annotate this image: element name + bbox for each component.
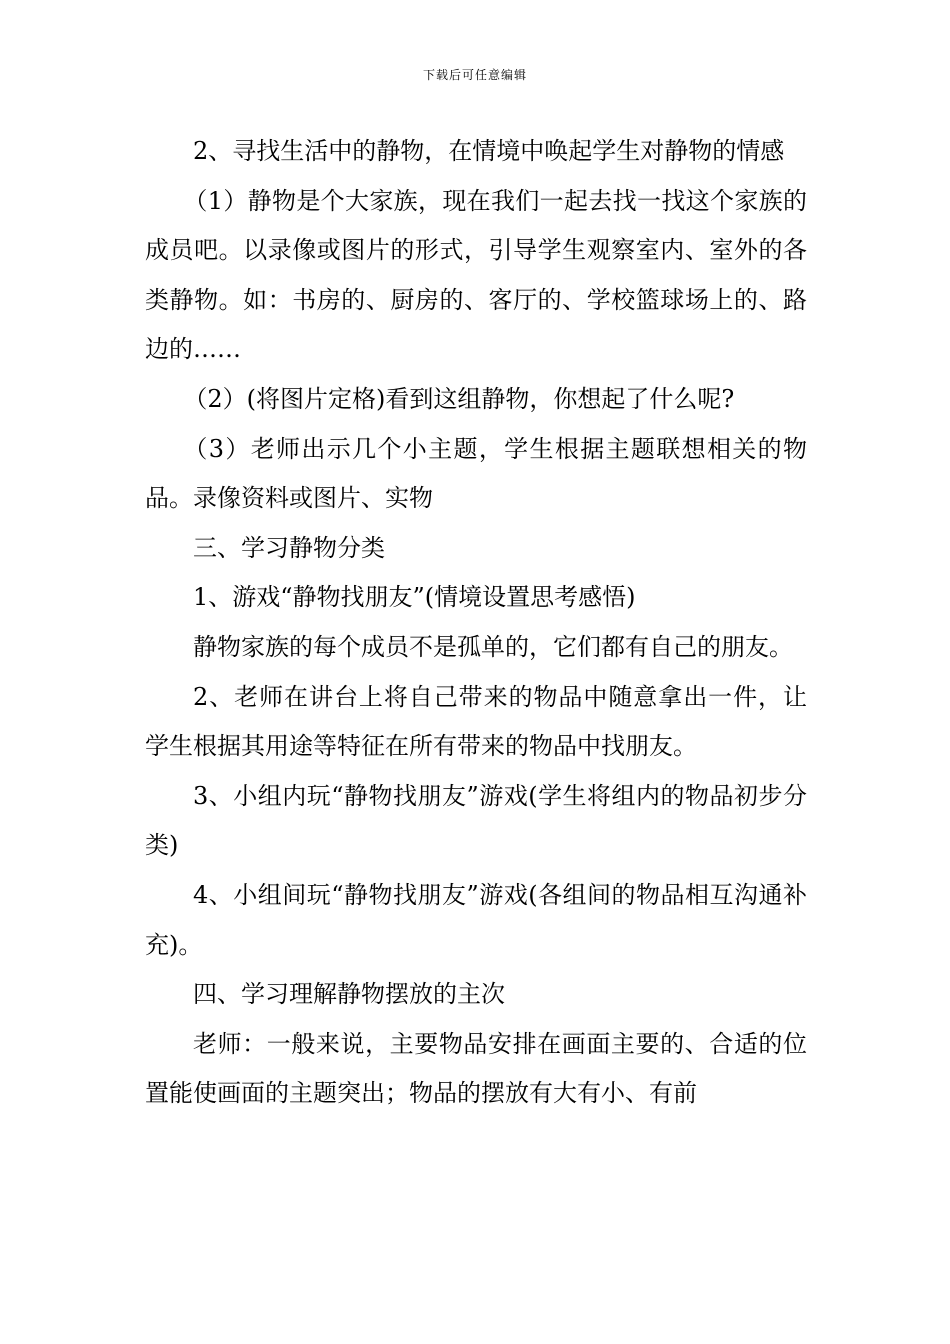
- paragraph-not-alone: 静物家族的每个成员不是孤单的，它们都有自己的朋友。: [193, 632, 793, 661]
- paragraph-find-still-life: 2、寻找生活中的静物，在情境中唤起学生对静物的情感: [193, 137, 785, 165]
- paragraph-teacher-explanation: 老师：一般来说，主要物品安排在画面主要的、合适的位置能使画面的主题突出；物品的摆放有大有小、有前: [145, 1029, 807, 1108]
- paragraph-teacher-lectern: 2、老师在讲台上将自己带来的物品中随意拿出一件，让学生根据其用途等特征在所有带来的物品中找朋友。: [145, 682, 807, 761]
- document-body: [145, 127, 807, 1119]
- section-heading-arrangement: 四、学习理解静物摆放的主次: [193, 980, 505, 1009]
- section-heading-classification: 三、学习静物分类: [193, 533, 385, 562]
- paragraph-teacher-themes: （3）老师出示几个小主题，学生根据主题联想相关的物品。录像资料或图片、实物: [145, 434, 807, 513]
- paragraph-freeze-image: （2）(将图片定格)看到这组静物，你想起了什么呢?: [183, 384, 735, 413]
- paragraph-game-find-friends: 1、游戏“静物找朋友”(情境设置思考感悟): [193, 583, 636, 612]
- paragraph-still-life-family: （1）静物是个大家族，现在我们一起去找一找这个家族的成员吧。以录像或图片的形式，引导学生观察室内、室外的各类静物。如：书房的、厨房的、客厅的、学校篮球场上的、路边的……: [145, 186, 807, 364]
- paragraph-group-inside: 3、小组内玩“静物找朋友”游戏(学生将组内的物品初步分类): [145, 781, 807, 860]
- page-header: 下载后可任意编辑: [422, 68, 527, 82]
- paragraph-group-between: 4、小组间玩“静物找朋友”游戏(各组间的物品相互沟通补充)。: [145, 880, 807, 959]
